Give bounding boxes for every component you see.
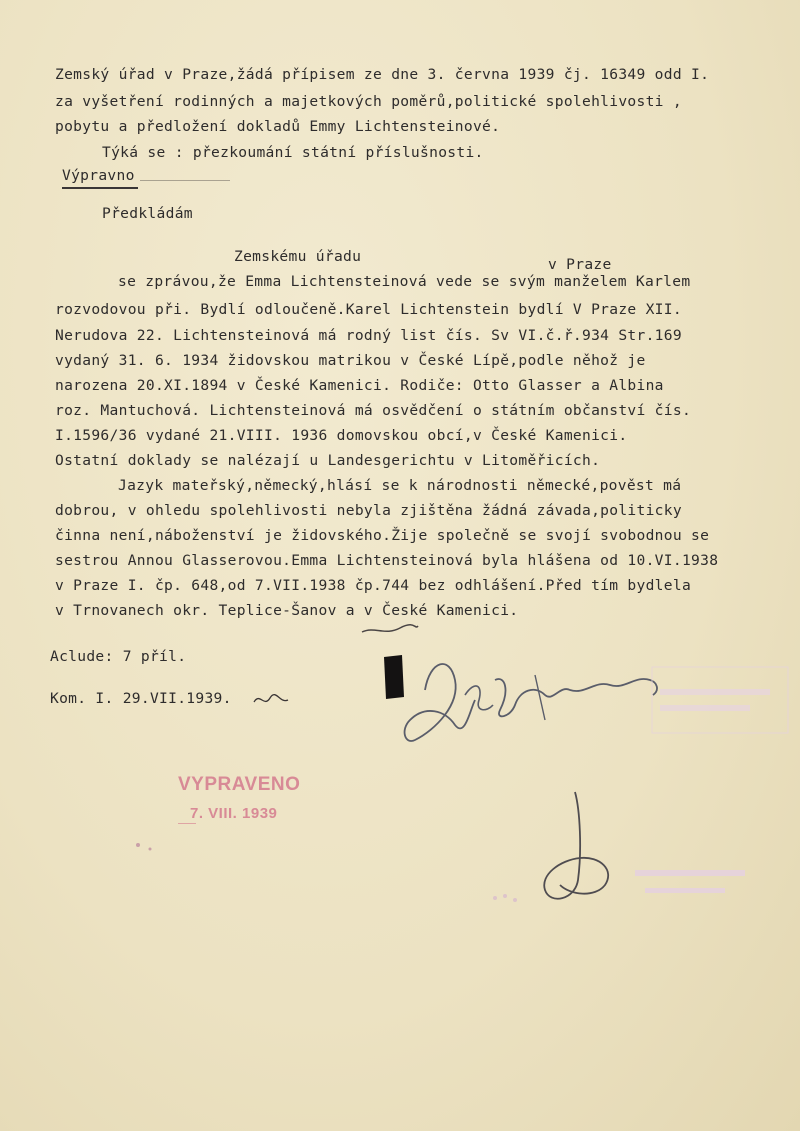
- addressee-city: v Praze: [548, 256, 612, 273]
- stamp-label: VYPRAVENO: [178, 774, 301, 795]
- date-line: Kom. I. 29.VII.1939.: [50, 690, 232, 707]
- text-line-22: v Trnovanech okr. Teplice-Šanov a v České Kamenici.: [55, 602, 519, 619]
- addressee: Zemskému úřadu: [234, 248, 362, 265]
- text-line-11: Nerudova 22. Lichtensteinová má rodný list čís. Sv VI.č.ř.934 Str.169: [55, 327, 682, 344]
- text-line-9: se zprávou,že Emma Lichtensteinová vede se svým manželem Karlem: [118, 273, 691, 290]
- handwritten-mark-icon: [252, 690, 292, 710]
- text-line-6: Předkládám: [102, 205, 193, 222]
- text-line-21: v Praze I. čp. 648,od 7.VII.1938 čp.744 bez odhlášení.Před tím bydlela: [55, 577, 692, 594]
- text-line-4: Týká se : přezkoumání státní příslušnosti.: [102, 144, 484, 161]
- text-line-18: dobrou, v ohledu spolehlivosti nebyla zjištěna žádná závada,politicky: [55, 502, 682, 519]
- text-line-2: za vyšetření rodinných a majetkových poměrů,politické spolehlivosti ,: [55, 93, 682, 110]
- faded-stamp-text: [650, 665, 790, 735]
- text-line-14: roz. Mantuchová. Lichtensteinová má osvědčení o státním občanství čís.: [55, 402, 692, 419]
- faint-marks-icon: [485, 860, 765, 920]
- text-line-20: sestrou Annou Glasserovou.Emma Lichtensteinová byla hlášena od 10.VI.1938: [55, 552, 719, 569]
- stamp-date: 7. VIII. 1939: [190, 805, 278, 822]
- text-line-19: činna není,náboženství je židovského.Žije společně se svojí svobodnou se: [55, 527, 710, 544]
- text-line-12: vydaný 31. 6. 1934 židovskou matrikou v České Lípě,podle něhož je: [55, 352, 646, 369]
- text-line-15: I.1596/36 vydané 21.VIII. 1936 domovskou obcí,v České Kamenici.: [55, 427, 628, 444]
- pencil-line: [140, 180, 230, 181]
- signature-icon: [395, 650, 685, 760]
- underline-mark: [62, 187, 138, 189]
- text-line-16: Ostatní doklady se nalézají u Landesgerichtu v Litoměřicích.: [55, 452, 601, 469]
- stamp-smudge-icon: [130, 835, 170, 855]
- text-line-5: Výpravno: [62, 167, 135, 184]
- text-line-13: narozena 20.XI.1894 v České Kamenici. Rodiče: Otto Glasser a Albina: [55, 377, 664, 394]
- text-line-1: Zemský úřad v Praze,žádá přípisem ze dne 3. června 1939 čj. 16349 odd I.: [55, 66, 710, 83]
- text-line-3: pobytu a předložení dokladů Emmy Lichtensteinové.: [55, 118, 501, 135]
- text-line-17: Jazyk mateřský,německý,hlásí se k národnosti německé,pověst má: [118, 477, 682, 494]
- text-line-10: rozvodovou při. Bydlí odloučeně.Karel Lichtenstein bydlí V Praze XII.: [55, 301, 682, 318]
- stamp-underline: [178, 823, 196, 824]
- ink-squiggle: [360, 620, 420, 640]
- enclosure-note: Aclude: 7 příl.: [50, 648, 187, 665]
